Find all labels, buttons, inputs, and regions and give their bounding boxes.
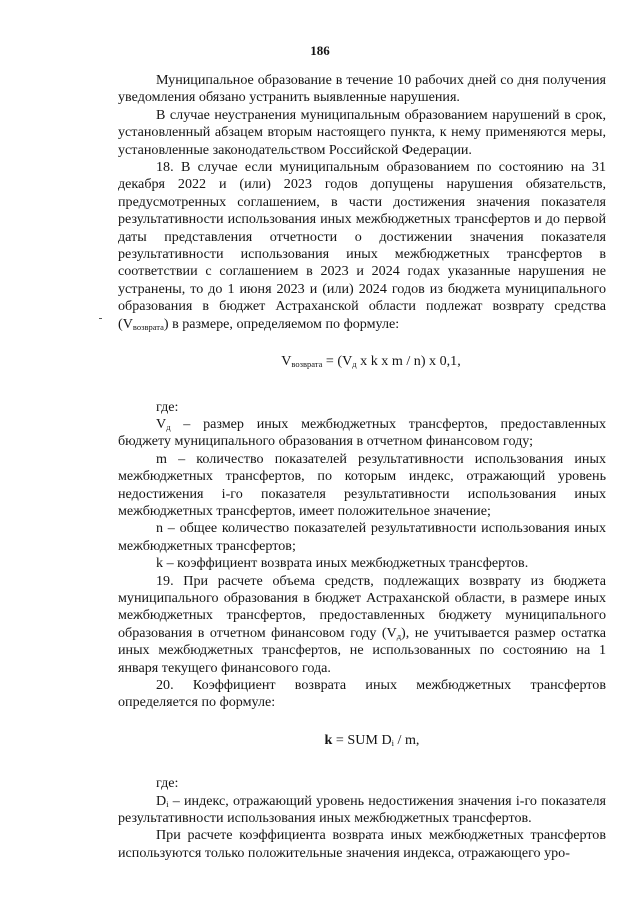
- formula-return-amount: [118, 353, 606, 370]
- formula1-rhs: x k x m / n) x 0,1,: [356, 353, 461, 370]
- paragraph-deadline: Муниципальное образование в течение 10 рабочих дней со дня получения уведомления обязано устранить выявленные нарушения.: [118, 72, 606, 106]
- definition-di-symbol: D: [156, 792, 167, 809]
- formula1-lhs-subscript: возврата: [291, 359, 323, 370]
- paragraph-measures: В случае неустранения муниципальным образованием нарушений в срок, установленный абзацем вторым настоящего пункта, к нему применяются меры, установленные законодательством Российской Федерации.: [118, 106, 606, 158]
- paragraph-18: [118, 159, 606, 333]
- definition-di: [118, 793, 606, 828]
- formula2-rhs: / m,: [394, 731, 420, 748]
- paragraph-19-end: ), не учитывается размер остатка иных межбюджетных трансфертов, не использованных по состоянию на 1 января текущего финансового года.: [118, 624, 607, 676]
- definition-k: k – коэффициент возврата иных межбюджетных трансфертов.: [156, 555, 529, 572]
- formula1-mid: = (V: [322, 353, 353, 370]
- formula2-mid: = SUM D: [332, 731, 392, 748]
- paragraph-19-text: 19. При расчете объема средств, подлежащих возврату из бюджета муниципального образования в бюджет Астраханской области, в размере иных межбюджетных трансфертов, предоставленных бюджету муниципального образования в отчетном финансовом году (V: [118, 572, 606, 641]
- formula1-mid-subscript: д: [352, 359, 357, 370]
- scan-artifact: [99, 318, 102, 319]
- definition-vd: [118, 416, 606, 451]
- definition-m: m – количество показателей результативности использования иных межбюджетных трансфертов, по которым индекс, отражающий уровень недостижения i-го показателя результативности использования иных межбюджетных трансфертов, имеет положительное значение;: [118, 450, 606, 519]
- formula-coefficient: [118, 732, 606, 749]
- formula1-lhs: V: [281, 353, 292, 370]
- definition-vd-text: – размер иных межбюджетных трансфертов, предоставленных бюджету муниципального образования в отчетном финансовом году;: [118, 415, 606, 450]
- paragraph-18-subscript: возврата: [132, 321, 164, 332]
- paragraph-18-end: ) в размере, определяемом по формуле:: [163, 315, 400, 332]
- formula2-lhs: k: [324, 731, 333, 748]
- where-label-2: где:: [156, 775, 179, 792]
- page-number: 186: [310, 43, 330, 58]
- definition-vd-subscript: д: [166, 421, 171, 432]
- where-label-1: где:: [156, 398, 179, 415]
- definition-n: n – общее количество показателей результативности использования иных межбюджетных трансфертов;: [118, 520, 606, 554]
- definition-vd-symbol: V: [156, 415, 167, 432]
- formula2-subscript: i: [391, 737, 394, 748]
- definition-di-text: – индекс, отражающий уровень недостижения значения i-го показателя результативности использования иных межбюджетных трансфертов.: [118, 792, 606, 827]
- paragraph-18-text: 18. В случае если муниципальным образованием по состоянию на 31 декабря 2022 и (или) 2023 годов допущены нарушения обязательств, предусмотренных соглашением, в части достижения значения показателя результативности использования иных межбюджетных трансфертов и до первой даты представления отчетности о достижении значения показателя результативности использования иных межбюджетных трансфертов в соответствии с соглашением в 2023 и 2024 годах указанные нарушения не устранены, то до 1 июня 2023 и (или) 2024 годов из бюджета муниципального образования в бюджет Астраханской области подлежат возврату средства (V: [118, 159, 606, 332]
- document-body: [118, 72, 606, 862]
- paragraph-positive-values: При расчете коэффициента возврата иных межбюджетных трансфертов используются только положительные значения индекса, отражающего уро-: [118, 827, 606, 861]
- paragraph-19-subscript: д: [396, 630, 402, 641]
- paragraph-20: 20. Коэффициент возврата иных межбюджетных трансфертов определяется по формуле:: [118, 677, 606, 711]
- definition-di-subscript: i: [166, 798, 169, 809]
- paragraph-19: [118, 573, 606, 677]
